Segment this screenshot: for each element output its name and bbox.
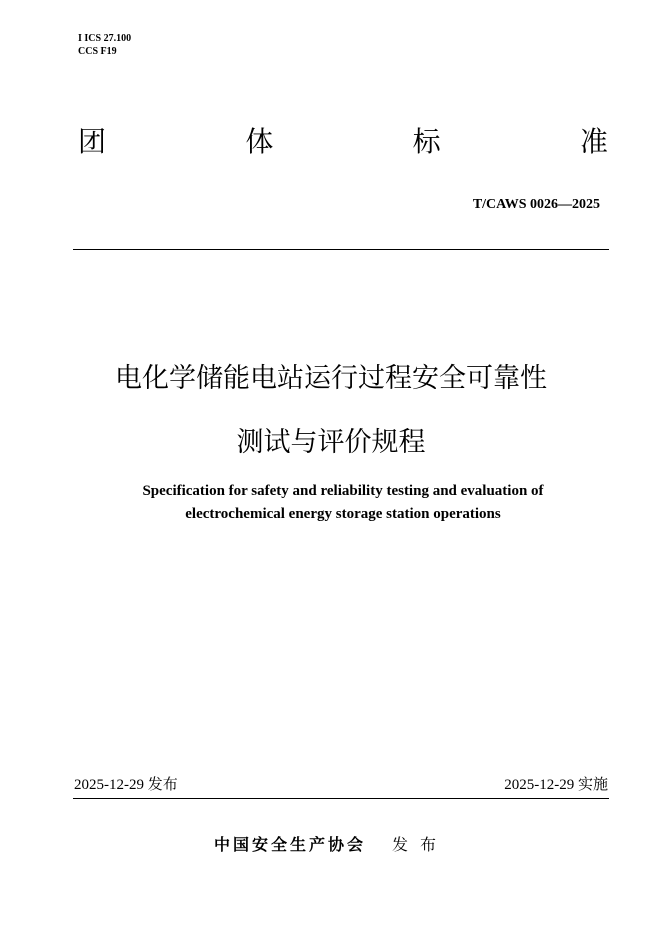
- issue-date: 2025-12-29 发布: [74, 777, 178, 793]
- standard-type-char: 准: [579, 125, 608, 158]
- publisher-action: 发布: [392, 835, 449, 854]
- title-en-line2: electrochemical energy storage station operations: [185, 506, 501, 522]
- implementation-date: 2025-12-29 实施: [504, 777, 608, 793]
- standard-type-char: 体: [245, 125, 274, 158]
- title-cn-line2: 测试与评价规程: [236, 427, 426, 458]
- title-cn-line1: 电化学储能电站运行过程安全可靠性: [115, 363, 547, 394]
- classification-codes: [78, 32, 131, 58]
- standard-type-char: 标: [412, 125, 441, 158]
- title-en-line1: Specification for safety and reliability testing and evaluation of: [142, 483, 544, 499]
- footer-divider: [73, 798, 609, 799]
- ics-code: I ICS 27.100: [78, 33, 132, 44]
- standard-type: [78, 120, 608, 160]
- header-divider: [73, 249, 609, 250]
- publisher-organization: 中国安全生产协会: [213, 835, 366, 854]
- title-en: [0, 480, 662, 526]
- standard-type-char: 团: [78, 125, 107, 158]
- ccs-code: CCS F19: [78, 46, 117, 57]
- standard-number: T/CAWS 0026—2025: [472, 197, 600, 212]
- publisher: [0, 832, 662, 855]
